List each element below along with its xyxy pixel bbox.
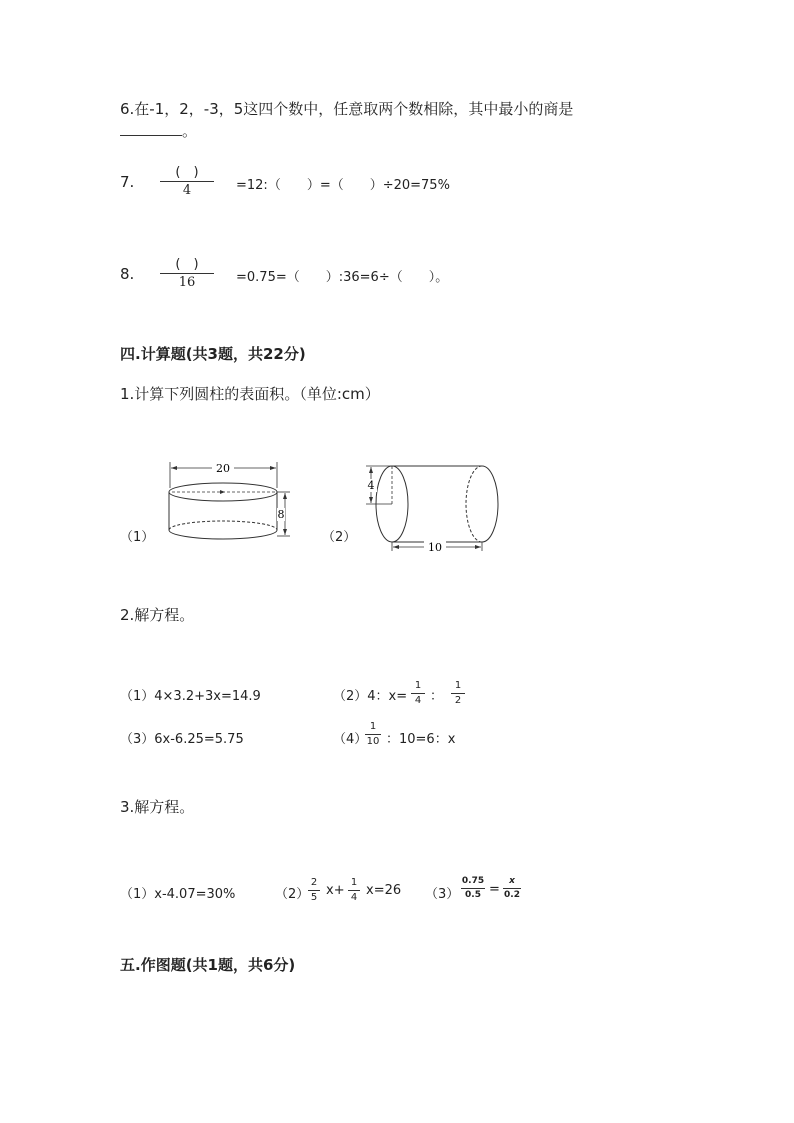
q7-frac-den: 4 <box>182 183 192 198</box>
frac-den: 0.5 <box>465 890 481 900</box>
p2-eq2-fraction-2 <box>451 681 465 706</box>
frac-den: 10 <box>366 736 380 747</box>
frac-den: 0.2 <box>504 890 520 900</box>
section4-heading: 四.计算题(共3题，共22分) <box>120 345 306 363</box>
q8-frac-num: ( ) <box>175 257 199 272</box>
fig2-label: （2） <box>322 530 357 545</box>
p2-title: 2.解方程。 <box>120 606 195 624</box>
p3-eq3-equals: = <box>489 882 500 897</box>
p1-title: 1.计算下列圆柱的表面积。（单位:cm） <box>120 385 380 403</box>
p3-eq2-mid: x+ <box>326 883 345 898</box>
radius-label: 4 <box>367 479 375 492</box>
frac-num: 2 <box>310 877 318 888</box>
q7-frac-num: ( ) <box>175 165 199 180</box>
fraction-bar <box>503 888 521 889</box>
q7-fraction <box>160 166 214 197</box>
answer-blank[interactable] <box>120 123 182 136</box>
p2-eq2-pre: （2）4：x= <box>333 689 408 704</box>
frac-num: 1 <box>414 680 422 691</box>
section5-heading: 五.作图题(共1题，共6分) <box>120 956 296 974</box>
p3-eq1: （1）x-4.07=30% <box>120 887 236 902</box>
q6-answer-line <box>120 120 197 141</box>
cylinder-figure-2 <box>362 460 504 555</box>
cylinder-figure-1 <box>160 458 295 550</box>
fraction-bar <box>411 693 425 694</box>
p3-eq2-pre: （2） <box>275 887 310 902</box>
frac-num: 1 <box>369 721 377 732</box>
p3-eq3-fraction-2 <box>503 877 521 900</box>
fraction-bar <box>451 693 465 694</box>
fraction-bar <box>365 734 381 735</box>
fig1-label: （1） <box>120 530 155 545</box>
p3-title: 3.解方程。 <box>120 798 195 816</box>
q8-frac-den: 16 <box>178 275 196 290</box>
p2-eq1: （1）4×3.2+3x=14.9 <box>120 689 261 704</box>
frac-num: 1 <box>454 680 462 691</box>
q7-rest: =12:（ ）=（ ）÷20=75% <box>236 178 450 193</box>
p3-eq3-pre: （3） <box>425 887 460 902</box>
p2-eq4-fraction <box>365 722 381 747</box>
p2-eq2-colon: ： <box>430 689 444 704</box>
height-label: 8 <box>277 508 285 521</box>
fraction-bar <box>308 890 320 891</box>
fraction-bar <box>160 181 214 182</box>
frac-num: x <box>509 876 515 886</box>
frac-num: 1 <box>350 877 358 888</box>
p3-eq2-fraction-2 <box>348 878 360 903</box>
frac-den: 4 <box>350 892 358 903</box>
p3-eq3-fraction-1 <box>461 877 485 900</box>
p2-eq4-pre: （4） <box>333 732 368 747</box>
diameter-label: 20 <box>216 462 230 475</box>
q7-label: 7. <box>120 173 135 191</box>
p2-eq4-post: ：10=6：x <box>386 732 456 747</box>
frac-num: 0.75 <box>461 876 485 886</box>
q8-label: 8. <box>120 265 135 283</box>
fraction-bar <box>348 890 360 891</box>
p2-eq2-fraction-1 <box>411 681 425 706</box>
p2-eq3: （3）6x-6.25=5.75 <box>120 732 244 747</box>
fraction-bar <box>461 888 485 889</box>
frac-den: 4 <box>414 695 422 706</box>
q6-text-line1: 6.在-1，2，-3，5这四个数中，任意取两个数相除，其中最小的商是 <box>120 100 574 118</box>
q6-period: 。 <box>182 122 198 140</box>
q8-rest: =0.75=（ ）:36=6÷（ ）。 <box>236 270 449 285</box>
q8-fraction <box>160 258 214 289</box>
fraction-bar <box>160 273 214 274</box>
frac-den: 5 <box>310 892 318 903</box>
p3-eq2-post: x=26 <box>366 883 402 898</box>
frac-den: 2 <box>454 695 462 706</box>
length-label: 10 <box>428 541 442 554</box>
p3-eq2-fraction-1 <box>308 878 320 903</box>
